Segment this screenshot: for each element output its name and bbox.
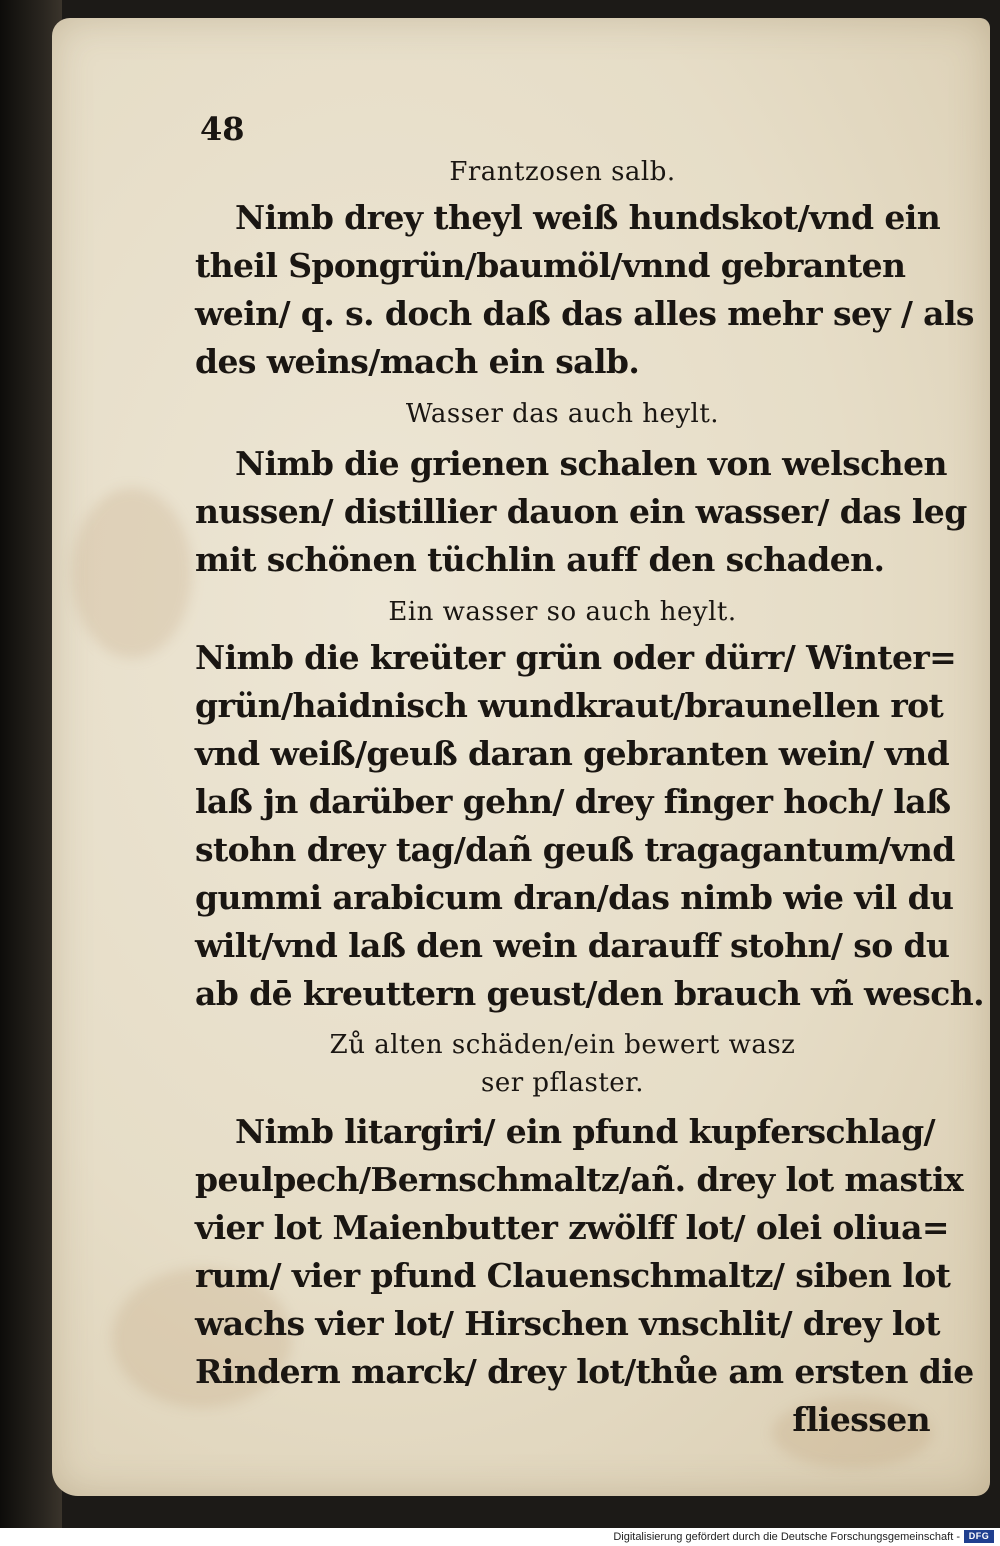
text-line: theil Spongrün/baumöl/vnnd gebranten — [195, 246, 906, 285]
text-line: Nimb die grienen schalen von welschen — [235, 444, 947, 483]
text-line: wilt/vnd laß den wein darauff stohn/ so du — [195, 926, 950, 965]
section-heading: ser pflaster. — [480, 1068, 645, 1098]
section-heading: Wasser das auch heylt. — [405, 399, 720, 429]
text-line: des weins/mach ein salb. — [195, 342, 640, 381]
text-line: Nimb drey theyl weiß hundskot/vnd ein — [235, 198, 941, 237]
paper-stain — [72, 488, 192, 658]
text-line: grün/haidnisch wundkraut/braunellen rot — [195, 686, 944, 725]
text-line: vier lot Maienbutter zwölff lot/ olei oliua= — [195, 1208, 949, 1247]
text-line: gummi arabicum dran/das nimb wie vil du — [195, 878, 954, 917]
section-heading: Ein wasser so auch heylt. — [388, 597, 737, 627]
section-heading: Frantzosen salb. — [449, 157, 676, 187]
page-number: 48 — [200, 110, 245, 148]
text-line: peulpech/Bernschmaltz/añ. drey lot mastix — [195, 1160, 964, 1199]
text-line: Rindern marck/ drey lot/thůe am ersten die — [195, 1352, 974, 1391]
footer-bar — [0, 1528, 1000, 1546]
text-line: laß jn darüber gehn/ drey finger hoch/ laß — [195, 782, 951, 821]
text-line: rum/ vier pfund Clauenschmaltz/ siben lot — [195, 1256, 951, 1295]
text-line: Nimb die kreüter grün oder dürr/ Winter= — [195, 638, 957, 677]
text-line: mit schönen tüchlin auff den schaden. — [195, 540, 885, 579]
text-line: wein/ q. s. doch daß das alles mehr sey / als — [195, 294, 974, 333]
text-line: Nimb litargiri/ ein pfund kupferschlag/ — [235, 1112, 935, 1151]
text-line: wachs vier lot/ Hirschen vnschlit/ drey lot — [195, 1304, 940, 1343]
section-heading: Zů alten schäden/ein bewert wasz — [329, 1030, 796, 1060]
catchword: fliessen — [792, 1400, 930, 1439]
text-line: nussen/ distillier dauon ein wasser/ das leg — [195, 492, 967, 531]
footer-credit: Digitalisierung gefördert durch die Deutsche Forschungsgemeinschaft - — [613, 1531, 960, 1543]
text-block — [195, 108, 985, 1444]
text-line: ab dē kreuttern geust/den brauch vñ wesch. — [195, 974, 985, 1013]
dfg-logo: DFG — [964, 1530, 994, 1543]
text-line: vnd weiß/geuß daran gebranten wein/ vnd — [195, 734, 950, 773]
text-line: stohn drey tag/dañ geuß tragagantum/vnd — [195, 830, 955, 869]
